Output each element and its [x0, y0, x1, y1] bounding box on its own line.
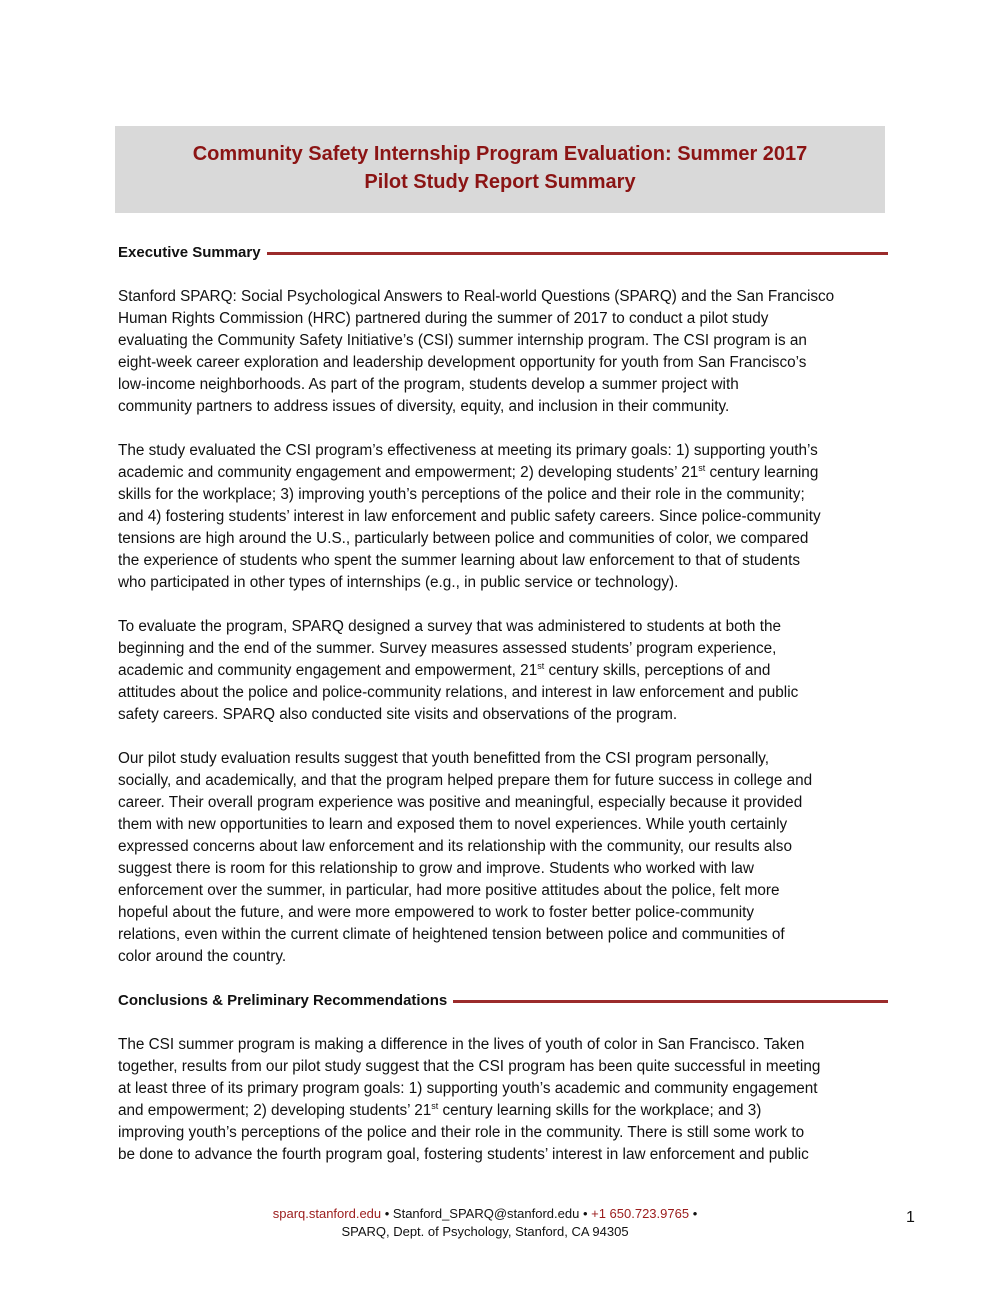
paragraph: [118, 1034, 888, 1166]
text-line: the experience of students who spent the summer learning about law enforcement to that of students: [118, 552, 800, 569]
text-line: expressed concerns about law enforcement and its relationship with the community, our results also: [118, 838, 792, 855]
page-footer: [185, 1205, 785, 1241]
text-segment: and empowerment; 2) developing students’ 21: [118, 1102, 432, 1119]
text-line: tensions are high around the U.S., particularly between police and communities of color, we compared: [118, 530, 809, 547]
report-subtitle: Pilot Study Report Summary: [364, 171, 636, 193]
text-line: skills for the workplace; 3) improving youth’s perceptions of the police and their role in the community;: [118, 486, 805, 503]
text-line: community partners to address issues of diversity, equity, and inclusion in their community.: [118, 398, 730, 415]
footer-address: SPARQ, Dept. of Psychology, Stanford, CA 94305: [341, 1224, 629, 1239]
text-segment: century learning skills for the workplace; and 3): [438, 1102, 762, 1119]
text-line: be done to advance the fourth program goal, fostering students’ interest in law enforcement and public: [118, 1146, 809, 1163]
footer-separator: •: [579, 1206, 592, 1221]
paragraph: [118, 286, 888, 418]
text-line: Human Rights Commission (HRC) partnered during the summer of 2017 to conduct a pilot study: [118, 310, 769, 327]
report-title: Community Safety Internship Program Evaluation: Summer 2017: [192, 143, 808, 165]
superscript: st: [698, 463, 706, 473]
superscript: st: [537, 661, 545, 671]
text-line: color around the country.: [118, 948, 287, 965]
text-line: safety careers. SPARQ also conducted site visits and observations of the program.: [118, 706, 678, 723]
paragraph: [118, 440, 888, 594]
text-segment: academic and community engagement and empowerment, 21: [118, 662, 538, 679]
text-line: together, results from our pilot study suggest that the CSI program has been quite successful in meeting: [118, 1058, 821, 1075]
text-line: them with new opportunities to learn and exposed them to novel experiences. While youth certainly: [118, 816, 788, 833]
text-line: [118, 1100, 888, 1122]
section-heading: [118, 242, 888, 264]
text-line: The CSI summer program is making a difference in the lives of youth of color in San Francisco. Taken: [118, 1036, 805, 1053]
section-heading-text: Conclusions & Preliminary Recommendations: [118, 992, 448, 1009]
spacer: [118, 594, 888, 616]
document-body: [118, 242, 888, 1166]
text-line: beginning and the end of the summer. Survey measures assessed students’ program experience,: [118, 640, 777, 657]
text-line: low-income neighborhoods. As part of the program, students develop a summer project with: [118, 376, 739, 393]
text-line: hopeful about the future, and were more empowered to work to foster better police-community: [118, 904, 755, 921]
text-line: improving youth’s perceptions of the police and their role in the community. There is still some work to: [118, 1124, 805, 1141]
text-line: enforcement over the summer, in particular, had more positive attitudes about the police, felt more: [118, 882, 780, 899]
text-line: [118, 462, 888, 484]
text-segment: century skills, perceptions of and: [544, 662, 771, 679]
text-line: career. Their overall program experience was positive and meaningful, especially because it provided: [118, 794, 803, 811]
spacer: [118, 726, 888, 748]
superscript: st: [431, 1101, 439, 1111]
paragraph: [118, 616, 888, 726]
footer-separator: •: [689, 1206, 698, 1221]
text-line: evaluating the Community Safety Initiative’s (CSI) summer internship program. The CSI program is an: [118, 332, 807, 349]
spacer: [118, 968, 888, 990]
spacer: [118, 264, 888, 286]
text-line: To evaluate the program, SPARQ designed a survey that was administered to students at both the: [118, 618, 781, 635]
text-line: eight-week career exploration and leadership development opportunity for youth from San Francisco’s: [118, 354, 807, 371]
section-heading: [118, 990, 888, 1012]
report-title-banner: [115, 126, 885, 213]
text-segment: century learning: [705, 464, 819, 481]
text-line: and 4) fostering students’ interest in law enforcement and public safety careers. Since police-community: [118, 508, 821, 525]
spacer: [118, 418, 888, 440]
text-line: suggest there is room for this relationship to grow and improve. Students who worked with law: [118, 860, 754, 877]
footer-email[interactable]: Stanford_SPARQ@stanford.edu: [392, 1206, 580, 1221]
text-line: relations, even within the current climate of heightened tension between police and communities of: [118, 926, 785, 943]
text-line: Our pilot study evaluation results suggest that youth benefitted from the CSI program personally,: [118, 750, 770, 767]
paragraph: [118, 748, 888, 968]
footer-separator: •: [381, 1206, 393, 1221]
text-line: who participated in other types of internships (e.g., in public service or technology).: [118, 574, 679, 591]
text-line: The study evaluated the CSI program’s effectiveness at meeting its primary goals: 1) supporting youth’s: [118, 442, 818, 459]
spacer: [118, 1012, 888, 1034]
section-rule: [267, 252, 888, 255]
text-segment: academic and community engagement and empowerment; 2) developing students’ 21: [118, 464, 699, 481]
text-line: [118, 660, 888, 682]
text-line: socially, and academically, and that the program helped prepare them for future success in college and: [118, 772, 813, 789]
text-line: Stanford SPARQ: Social Psychological Answers to Real-world Questions (SPARQ) and the San Francisco: [118, 288, 835, 305]
footer-website-link[interactable]: sparq.stanford.edu: [272, 1206, 382, 1221]
section-rule: [453, 1000, 888, 1003]
section-heading-text: Executive Summary: [118, 244, 261, 261]
text-line: at least three of its primary program goals: 1) supporting youth’s academic and community engagement: [118, 1080, 818, 1097]
text-line: attitudes about the police and police-community relations, and interest in law enforcement and public: [118, 684, 799, 701]
page-number: 1: [906, 1209, 915, 1226]
footer-phone[interactable]: +1 650.723.9765: [591, 1206, 690, 1221]
